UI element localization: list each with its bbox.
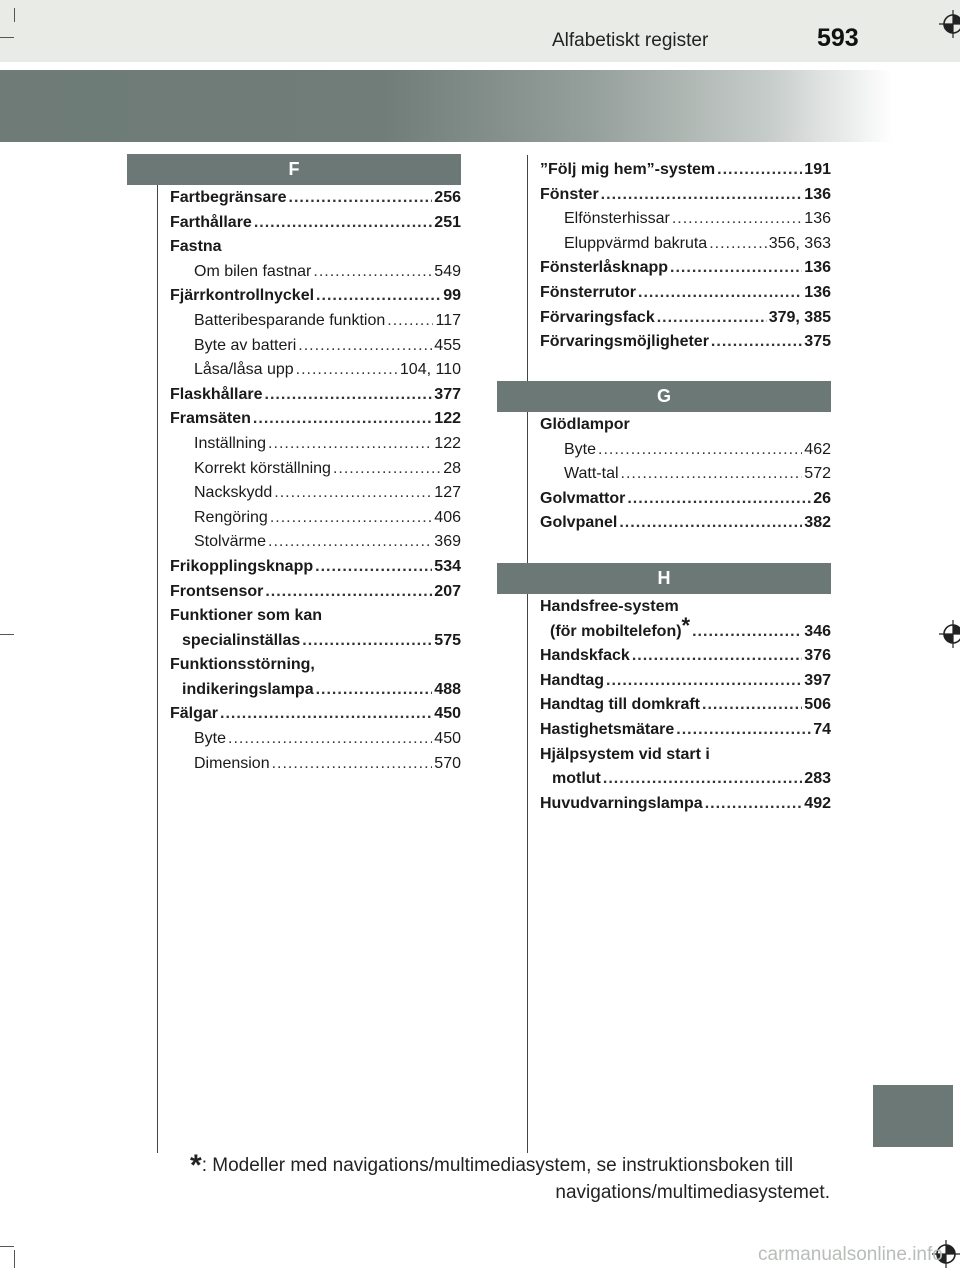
index-entry: [540, 330, 831, 355]
index-term: Om bilen fastnar: [194, 262, 312, 280]
page-reference: 379, 385: [768, 308, 831, 326]
page-reference: 136: [804, 283, 831, 301]
index-entry: [540, 718, 831, 743]
page-reference: 375: [804, 333, 831, 351]
index-entry: [540, 511, 831, 536]
dot-leader: [603, 767, 802, 792]
index-term: Fastna: [170, 238, 222, 256]
dot-leader: [268, 530, 432, 555]
page-reference: 104, 110: [399, 361, 461, 379]
right-index-f-entries: [540, 158, 831, 355]
page-reference: 488: [434, 680, 461, 698]
column-rule: [527, 155, 528, 1153]
index-term: Stolvärme: [194, 533, 267, 551]
page-reference: 136: [804, 185, 831, 203]
index-entry: [540, 487, 831, 512]
page-reference: 356, 363: [768, 234, 831, 252]
page-reference: 455: [434, 336, 461, 354]
dot-leader: [619, 511, 802, 536]
index-term: Frontsensor: [170, 582, 264, 600]
index-entry: [540, 743, 831, 768]
header-banner: [0, 70, 960, 142]
index-term: Dimension: [194, 754, 270, 772]
dot-leader: [627, 487, 811, 512]
crop-mark: [0, 1246, 14, 1247]
index-entry: [540, 256, 831, 281]
index-entry: [540, 693, 831, 718]
page-reference: 492: [804, 794, 831, 812]
crop-mark: [14, 1250, 15, 1268]
footnote-line2: navigations/multimediasystemet.: [555, 1182, 830, 1203]
dot-leader: [692, 620, 802, 645]
index-entry: [170, 186, 461, 211]
index-term: Batteribesparande funktion: [194, 311, 386, 329]
page-reference: 122: [434, 434, 461, 452]
page-reference: 136: [804, 259, 831, 277]
page-reference: 450: [434, 705, 461, 723]
index-entry: [540, 158, 831, 183]
column-rule: [157, 185, 158, 1153]
index-entry: [170, 752, 461, 777]
page-header-title: Alfabetiskt register: [552, 30, 709, 51]
dot-leader: [268, 432, 432, 457]
page-number: 593: [817, 24, 859, 52]
index-entry: [540, 207, 831, 232]
index-term: specialinställas: [182, 631, 301, 649]
dot-leader: [387, 309, 433, 334]
index-entry: [540, 183, 831, 208]
page-reference: 575: [434, 631, 461, 649]
page-reference: 117: [435, 311, 461, 329]
index-entry: [540, 792, 831, 817]
index-term: indikeringslampa: [182, 680, 314, 698]
index-entry: [170, 211, 461, 236]
dot-leader: [606, 669, 802, 694]
index-term: (för mobiltelefon): [550, 622, 682, 640]
index-term: Handtag till domkraft: [540, 696, 701, 714]
page-reference: 376: [804, 647, 831, 665]
index-term: Glödlampor: [540, 416, 630, 433]
crop-mark: [14, 8, 15, 22]
page-reference: 74: [813, 720, 831, 738]
index-term: Inställning: [194, 434, 267, 452]
page-reference: 99: [443, 287, 461, 305]
dot-leader: [638, 281, 802, 306]
dot-leader: [705, 792, 803, 817]
dot-leader: [265, 383, 433, 408]
index-entry: [170, 309, 461, 334]
watermark: carmanualsonline.info: [758, 1244, 943, 1265]
page-reference: 506: [804, 696, 831, 714]
dot-leader: [265, 580, 432, 605]
index-entry: [170, 580, 461, 605]
page-reference: 251: [434, 213, 461, 231]
section-header-g: G: [497, 381, 831, 412]
index-entry: [170, 260, 461, 285]
index-term: Handtag: [540, 671, 604, 689]
page-reference: 572: [804, 465, 831, 483]
dot-leader: [315, 555, 432, 580]
left-index-column: [170, 186, 461, 776]
dot-leader: [709, 232, 767, 257]
index-entry: [170, 358, 461, 383]
index-entry: [540, 462, 831, 487]
page-reference: 450: [434, 730, 461, 748]
dot-leader: [254, 211, 432, 236]
footnote-line1: : Modeller med navigations/multimediasystem, se instruktionsboken till: [201, 1155, 794, 1176]
index-term: Låsa/låsa upp: [194, 361, 294, 379]
index-entry: [170, 235, 461, 260]
index-entry: [170, 457, 461, 482]
page-reference: 136: [804, 210, 831, 228]
dot-leader: [702, 693, 802, 718]
page-reference: 191: [804, 161, 831, 178]
footnote-asterisk: *: [190, 1149, 202, 1182]
dot-leader: [601, 183, 803, 208]
index-term: Hastighetsmätare: [540, 720, 675, 738]
dot-leader: [274, 481, 432, 506]
index-term: Nackskydd: [194, 484, 273, 502]
index-term: motlut: [552, 770, 601, 788]
index-term: ”Följ mig hem”-system: [540, 161, 716, 178]
dot-leader: [272, 752, 433, 777]
page-reference: 28: [443, 459, 461, 477]
dot-leader: [711, 330, 802, 355]
index-term: Golvpanel: [540, 514, 618, 532]
index-term: Flaskhållare: [170, 385, 263, 403]
index-entry: [540, 413, 831, 438]
dot-leader: [676, 718, 811, 743]
index-term: Rengöring: [194, 508, 268, 526]
page-reference: 26: [813, 489, 831, 507]
index-entry: [170, 432, 461, 457]
dot-leader: [296, 358, 398, 383]
index-entry: [540, 232, 831, 257]
page-reference: 462: [804, 440, 831, 458]
index-entry: [540, 669, 831, 694]
dot-leader: [672, 207, 802, 232]
index-term: Handskfack: [540, 647, 630, 665]
page-reference: 207: [434, 582, 461, 600]
dot-leader: [598, 438, 802, 463]
index-term: Golvmattor: [540, 489, 626, 507]
index-term: Handsfree-system: [540, 598, 679, 615]
footnote-asterisk: *: [681, 612, 691, 638]
index-entry: [540, 438, 831, 463]
dot-leader: [270, 506, 432, 531]
index-entry: [170, 629, 461, 654]
crop-mark: [0, 634, 14, 635]
dot-leader: [302, 629, 432, 654]
page-reference: 549: [434, 262, 461, 280]
dot-leader: [298, 334, 432, 359]
index-term: Förvaringsfack: [540, 308, 655, 326]
index-entry: [170, 727, 461, 752]
index-entry: [170, 334, 461, 359]
index-entry: [170, 555, 461, 580]
index-entry: [170, 678, 461, 703]
index-entry: [540, 767, 831, 792]
page-reference: 382: [804, 514, 831, 532]
index-entry: [170, 604, 461, 629]
dot-leader: [657, 306, 767, 331]
index-term: Watt-tal: [564, 465, 619, 483]
index-term: Fjärrkontrollnyckel: [170, 287, 315, 305]
registration-mark-icon: [939, 10, 960, 38]
page-reference: 369: [434, 533, 461, 551]
index-term: Fartbegränsare: [170, 189, 287, 206]
section-header-h: H: [497, 563, 831, 594]
index-entry: [170, 653, 461, 678]
index-entry: [540, 281, 831, 306]
page-reference: 346: [804, 622, 831, 640]
dot-leader: [313, 260, 432, 285]
top-strip: [0, 0, 960, 62]
index-entry: [540, 644, 831, 669]
index-term: Förvaringsmöjligheter: [540, 333, 709, 351]
index-entry: [170, 407, 461, 432]
right-index-g-entries: [540, 413, 831, 536]
index-term: Frikopplingsknapp: [170, 557, 314, 575]
dot-leader: [632, 644, 802, 669]
index-entry: [170, 284, 461, 309]
dot-leader: [289, 186, 433, 211]
page-reference: 283: [804, 770, 831, 788]
page-reference: 397: [804, 671, 831, 689]
page-reference: 406: [434, 508, 461, 526]
index-entry: [540, 612, 831, 645]
page-reference: 127: [434, 484, 461, 502]
dot-leader: [316, 284, 441, 309]
index-entry: [170, 702, 461, 727]
section-header-f: F: [127, 154, 461, 185]
registration-mark-icon: [939, 620, 960, 648]
dot-leader: [253, 407, 432, 432]
page-reference: 256: [434, 189, 461, 206]
index-term: Fönster: [540, 185, 599, 203]
index-term: Funktioner som kan: [170, 607, 323, 625]
index-term: Elfönsterhissar: [564, 210, 670, 228]
index-term: Eluppvärmd bakruta: [564, 234, 708, 252]
dot-leader: [717, 158, 802, 183]
right-index-h-entries: [540, 595, 831, 816]
index-term: Farthållare: [170, 213, 252, 231]
page-reference: 377: [434, 385, 461, 403]
index-term: Fönsterrutor: [540, 283, 636, 301]
index-entry: [170, 530, 461, 555]
index-term: Byte: [564, 440, 597, 458]
index-term: Fönsterlåsknapp: [540, 259, 669, 277]
index-term: Framsäten: [170, 410, 251, 428]
index-term: Byte: [194, 730, 227, 748]
dot-leader: [333, 457, 441, 482]
dot-leader: [228, 727, 432, 752]
index-entry: [170, 481, 461, 506]
dot-leader: [670, 256, 802, 281]
index-entry: [170, 383, 461, 408]
index-term: Hjälpsystem vid start i: [540, 745, 710, 763]
index-entry: [540, 306, 831, 331]
index-term: Funktionsstörning,: [170, 656, 315, 674]
index-term: Byte av batteri: [194, 336, 297, 354]
page-reference: 570: [434, 754, 461, 772]
index-term: Korrekt körställning: [194, 459, 331, 477]
crop-mark: [0, 37, 14, 38]
side-tab: [873, 1085, 953, 1147]
page-reference: 122: [434, 410, 461, 428]
index-entry: [170, 506, 461, 531]
footnote: [190, 1149, 830, 1206]
page-reference: 534: [434, 557, 461, 575]
dot-leader: [316, 678, 433, 703]
dot-leader: [220, 702, 432, 727]
index-term: Huvudvarningslampa: [540, 794, 703, 812]
index-term: Fälgar: [170, 705, 219, 723]
dot-leader: [621, 462, 803, 487]
